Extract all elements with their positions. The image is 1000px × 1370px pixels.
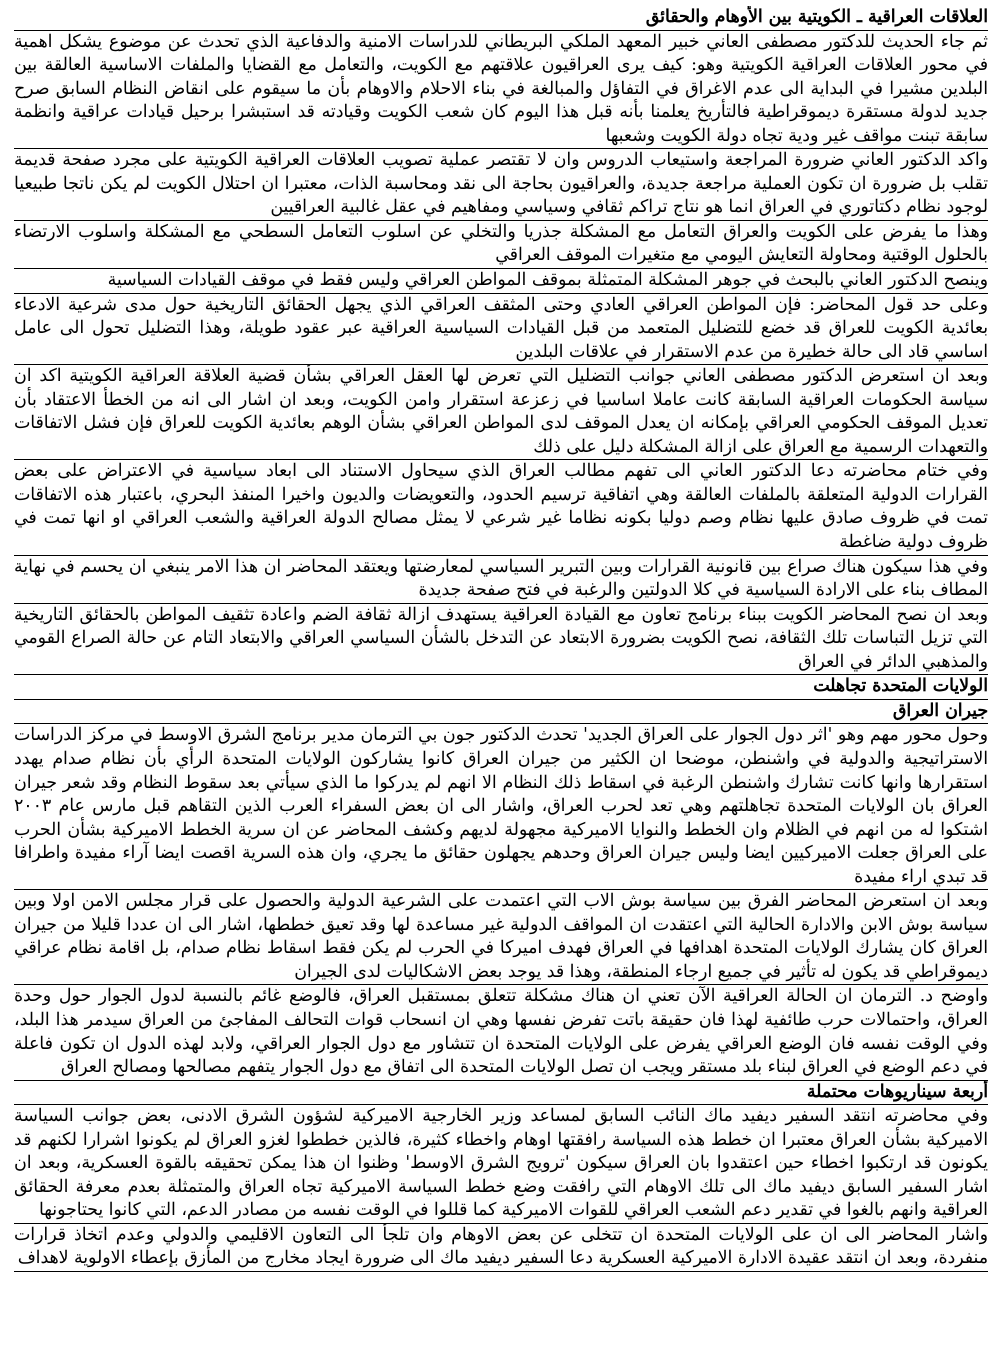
paragraph: وفي محاضرته انتقد السفير ديفيد ماك النائب السابق لمساعد وزير الخارجية الاميركية لشؤون الشرق الادنى، بعض جوانب السياسة الاميركية بشأن العراق معتبرا ان خطط هذه السياسة رافقتها اوهام واخطاء كثيرة، فالذين خططوا لغزو العراق لم يكونوا اشرارا لكنهم قد يكونون قد ارتكبوا اخطاء حين اعتقدوا بان العراق سيكون 'ترويج الشرق الاوسط' وظنوا ان هذا يمكن تحقيقه بالقوة العسكرية، وبعد ان اشار السفير السابق ديفيد ماك الى تلك الاوهام التي رافقت وضع خطط السياسة الاميركية تجاه العراق والمتمثلة بعدم معرفة الحقائق العراقية وانهم بالغوا في تقدير دعم الشعب العراقي للقوات الاميركية كما قللوا في الوقت نفسه من مصادر الدعم، التي كانوا يحتاجونها [14,1105,988,1224]
paragraph: وبعد ان استعرض المحاضر الفرق بين سياسة بوش الاب التي اعتمدت على الشرعية الدولية والحصول على قرار مجلس الامن اولا وبين سياسة بوش الابن والادارة الحالية التي اعتقدت ان المواقف الدولية غير مساعدة لها وقد تعيق خططها، اشار الى ان عددا قليلا من جيران العراق كان يشارك الولايات المتحدة اهدافها في العراق فهدف اميركا في الحرب لم يكن فقط اسقاط نظام صدام، بل اقامة نظام عراقي ديموقراطي قد يكون له تأثير في جميع ارجاء المنطقة، وهذا قد يوجد بعض الاشكاليات لدى الجيران [14,890,988,985]
paragraph: وعلى حد قول المحاضر: فإن المواطن العراقي العادي وحتى المثقف العراقي الذي يجهل الحقائق التاريخية حول مدى شرعية الادعاء بعائدية الكويت للعراق قد خضع للتضليل المتعمد من قبل القيادات السياسية العراقية عبر عقود طويلة، وهذا التضليل تحول الى عامل اساسي قاد الى حالة خطيرة من عدم الاستقرار في علاقات البلدين [14,294,988,366]
paragraph: وهذا ما يفرض على الكويت والعراق التعامل مع المشكلة جذريا والتخلي عن اسلوب التعامل السطحي مع المشكلة واسلوب الارتضاء بالحلول الوقتية ومحاولة التعايش اليومي مع متغيرات الموقف العراقي [14,221,988,269]
paragraph: وبعد ان نصح المحاضر الكويت ببناء برنامج تعاون مع القيادة العراقية يستهدف ازالة ثقافة الضم واعادة تثقيف المواطن بالحقائق التاريخية التي تزيل التباسات تلك الثقافة، نصح الكويت بضرورة الابتعاد عن التدخل بالشأن السياسي العراقي والابتعاد التام عن حالة الصراع القومي والمذهبي الدائر في العراق [14,604,988,676]
paragraph: وينصح الدكتور العاني بالبحث في جوهر المشكلة المتمثلة بموقف المواطن العراقي وليس فقط في موقف القيادات السياسية [14,269,988,294]
paragraph: وبعد ان استعرض الدكتور مصطفى العاني جوانب التضليل التي تعرض لها العقل العراقي بشأن قضية العلاقة العراقية الكويتية اكد ان سياسة الحكومات العراقية السابقة كانت عاملا اساسيا في زعزعة استقرار وامن الكويت، وبعد ان اشار الى انه من الخطأ الاعتقاد بأن تعديل الموقف الحكومي العراقي بإمكانه ان يعدل الموقف لدى المواطن العراقي بشأن الوهم بعائدية الكويت للعراق فإن فشل الاتفاقات والتعهدات الرسمية مع العراق على ازالة المشكلة دليل على ذلك [14,365,988,460]
paragraph: وفي هذا سيكون هناك صراع بين قانونية القرارات وبين التبرير السياسي لمعارضتها ويعتقد المحاضر ان هذا الامر ينبغي ان يحسم في نهاية المطاف بناء على الارادة السياسية في كلا الدولتين والرغبة في فتح صفحة جديدة [14,556,988,604]
paragraph: وفي ختام محاضرته دعا الدكتور العاني الى تفهم مطالب العراق الذي سيحاول الاستناد الى ابعاد سياسية في الاعتراض على بعض القرارات الدولية المتعلقة بالملفات العالقة وهي اتفاقية ترسيم الحدود، والتعويضات والديون واخيرا المنفذ البحري، باعتبار هذه الاتفاقات تمت في ظروف صادق عليها نظام وصم دوليا بكونه نظاما غير شرعي لا يمثل مصالح الدولة العراقية والشعب العراقي او انها تمت في ظروف دولية ضاغطة [14,460,988,555]
subheading: جيران العراق [14,700,988,725]
subheading: أربعة سيناريوهات محتملة [14,1081,988,1106]
subheading: الولايات المتحدة تجاهلت [14,675,988,700]
paragraph: واكد الدكتور العاني ضرورة المراجعة واستيعاب الدروس وان لا تقتصر عملية تصويب العلاقات العراقية الكويتية على مجرد صفحة قديمة تقلب بل ضرورة ان تكون العملية مراجعة جديدة، والعراقيون بحاجة الى نقد ومحاسبة الذات، معتبرا ان احتلال الكويت لم يكن ناتجا طبيعيا لوجود نظام دكتاتوري في العراق انما هو نتاج تراكم ثقافي وسياسي ومفاهيم في عقل غالبية العراقيين [14,149,988,221]
article-title: العلاقات العراقية ـ الكويتية بين الأوهام والحقائق [14,6,988,31]
paragraph: وحول محور مهم وهو 'اثر دول الجوار على العراق الجديد' تحدث الدكتور جون بي الترمان مدير برنامج الشرق الاوسط في مركز الدراسات الاستراتيجية والدولية في واشنطن، موضحا ان الكثير من جيران العراق كانوا يشاركون الولايات المتحدة الرأي بأن نظام صدام يهدد استقرارها وانها كانت تشارك واشنطن الرغبة في اسقاط ذلك النظام الا انهم لم يدركوا ما الذي سيأتي بعد سقوط النظام وقد شعر جيران العراق بان الولايات المتحدة تجاهلتهم وهي تعد لحرب العراق، واشار الى ان بعض السفراء العرب الذين التقاهم قبل مارس عام ٢٠٠٣ اشتكوا له من انهم في الظلام وان الخطط والنوايا الاميركية مجهولة لديهم وكشف المحاضر عن ان سرية الخطط الاميركية بشأن الحرب على العراق جعلت الاميركيين ايضا وليس جيران العراق وحدهم يجهلون حقائق ما يجري، وان هذه السرية اقصت ايضا آراء مفيدة واطرافا قد تبدي اراء مفيدة [14,724,988,890]
paragraph: واشار المحاضر الى ان على الولايات المتحدة ان تتخلى عن بعض الاوهام وان تلجأ الى التعاون الاقليمي والدولي وعدم اتخاذ قرارات منفردة، وبعد ان انتقد عقيدة الادارة الاميركية العسكرية دعا السفير ديفيد ماك الى ضرورة ايجاد مخارج من المأزق بإعطاء الاولوية لاهداف [14,1224,988,1272]
paragraph: واوضح د. الترمان ان الحالة العراقية الآن تعني ان هناك مشكلة تتعلق بمستقبل العراق، فالوضع غائم بالنسبة لدول الجوار حول وحدة العراق، واحتمالات حرب طائفية لهذا فان حقيقة باتت تفرض نفسها وهي ان انسحاب قوات التحالف المفاجئ من العراق سيدمر هذا البلد، وفي الوقت نفسه فان الوضع العراقي يفرض على الولايات المتحدة ان تتشاور مع دول الجوار العراقي، ولابد لهذه الدول ان تكون فاعلة في دعم الوضع في العراق لبناء بلد مستقر ويجب ان تصل الولايات المتحدة الى اتفاق مع دول الجوار يتفهم مصالحها ومصالح العراق [14,985,988,1080]
paragraph: ثم جاء الحديث للدكتور مصطفى العاني خبير المعهد الملكي البريطاني للدراسات الامنية والدفاعية الذي تحدث عن موضوع يشكل اهمية في محور العلاقات العراقية الكويتية وهو: كيف يرى العراقيون علاقتهم مع الكويت، والتعامل مع القضايا والملفات الاساسية العالقة بين البلدين مشيرا في البداية الى عدم الاغراق في التفاؤل والمبالغة في بناء الاحلام والاوهام بأن ما سيقوم على انقاض النظام السابق صرح جديد لدولة مستقرة ديموقراطية فالتأريخ يعلمنا بأنه قبل هذا اليوم كان شعب الكويت وقيادته قد استبشرا برحيل قيادات عراقية وانظمة سابقة تبنت مواقف غير ودية تجاه دولة الكويت وشعبها [14,31,988,150]
